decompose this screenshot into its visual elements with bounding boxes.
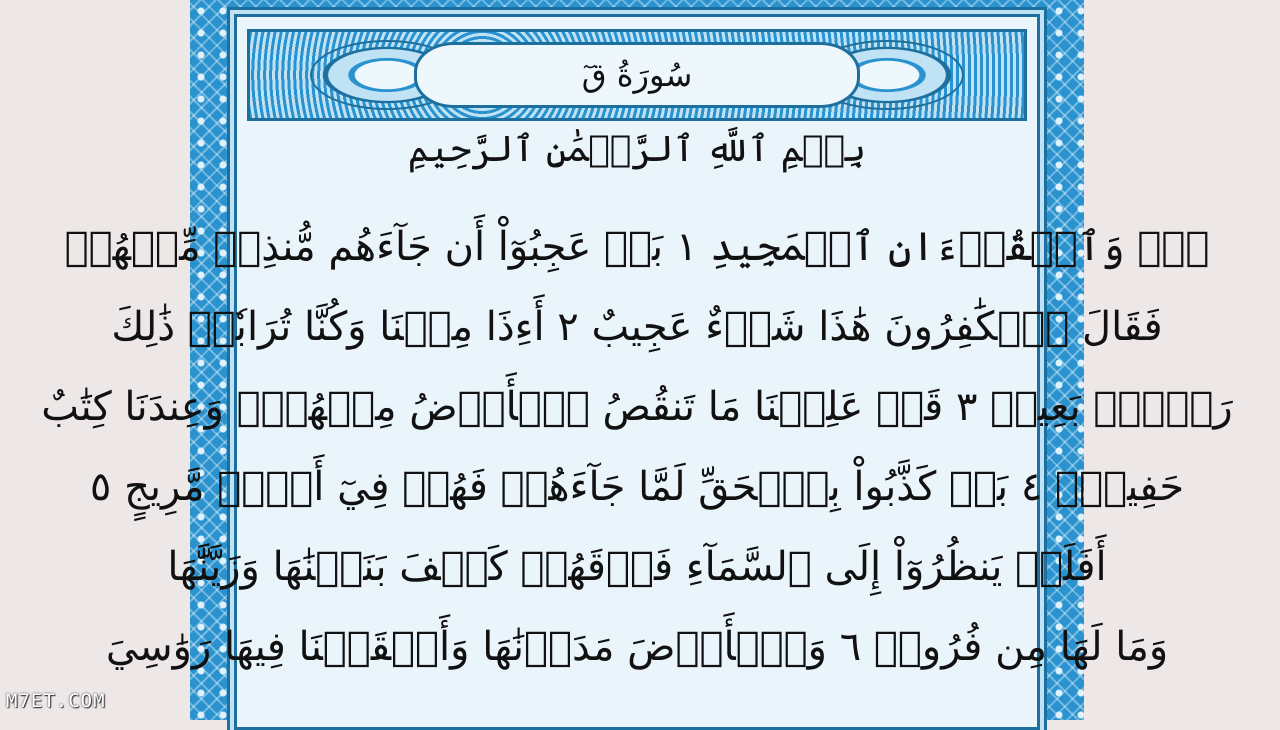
verse-line: قٓۚ وَٱلۡقُرۡءَانِ ٱلۡمَجِيدِ ١ بَلۡ عَجِبُوٓاْ أَن جَآءَهُم مُّنذِرٞ مِّنۡهُمۡ [64,224,1210,270]
verse-line: حَفِيظُۢ ٤ بَلۡ كَذَّبُواْ بِٱلۡحَقِّ لَمَّا جَآءَهُمۡ فَهُمۡ فِيٓ أَمۡرٖ مَّرِيجٍ ٥ [89,464,1185,510]
verse-line: رَجۡعُۢ بَعِيدٞ ٣ قَدۡ عَلِمۡنَا مَا تَنقُصُ ٱلۡأَرۡضُ مِنۡهُمۡۖ وَعِندَنَا كِتَٰبٌ [41,384,1233,430]
verse-line: وَمَا لَهَا مِن فُرُوجٖ ٦ وَٱلۡأَرۡضَ مَدَدۡنَٰهَا وَأَلۡقَيۡنَا فِيهَا رَوَٰسِيَ [105,624,1169,670]
surah-cartouche [414,42,860,108]
surah-header [247,29,1027,121]
verse-line: أَفَلَمۡ يَنظُرُوٓاْ إِلَى ٱلسَّمَآءِ فَوۡقَهُمۡ كَيۡفَ بَنَيۡنَٰهَا وَزَيَّنَّٰهَا [167,544,1107,590]
surah-title: سُورَةُ قٓ [581,56,693,94]
verse-line: فَقَالَ ٱلۡكَٰفِرُونَ هَٰذَا شَيۡءٌ عَجِيبٌ ٢ أَءِذَا مِتۡنَا وَكُنَّا تُرَابٗاۖ ذَٰلِكَ [111,304,1163,350]
verse-lines [41,207,1233,687]
bismillah: بِسۡمِ ٱللَّهِ ٱلرَّحۡمَٰنِ ٱلرَّحِيمِ [407,129,867,170]
site-watermark: M7ET.COM [6,690,106,712]
